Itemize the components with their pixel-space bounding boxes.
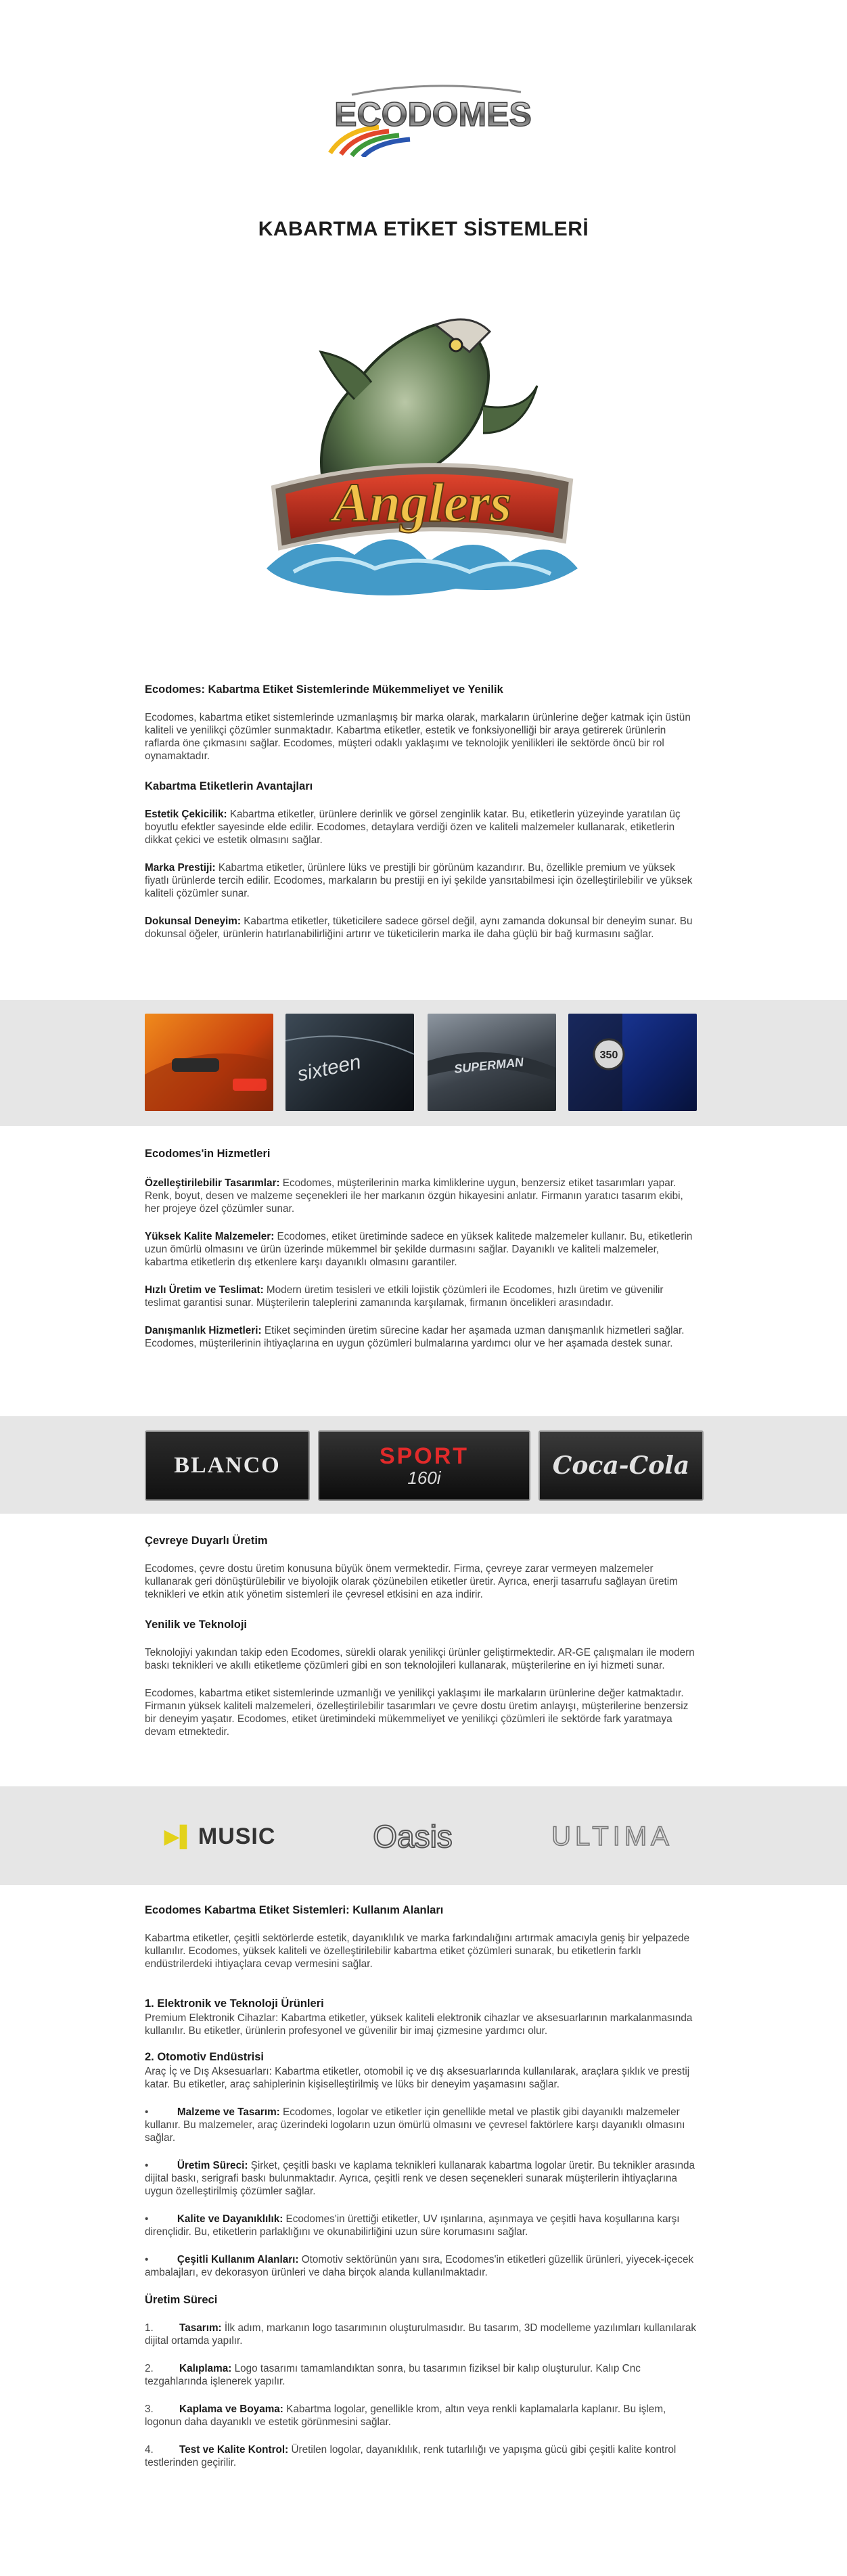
gallery-image-350[interactable] [568, 1014, 697, 1111]
ecodomes-logo[interactable] [318, 83, 548, 157]
electronics-text: Premium Elektronik Cihazlar: Kabartma etiketler, yüksek kaliteli elektronik cihazlar ve aksesuarlarının markalanmasında kullanılır. Bu etiketler, ürünlerin profesyonel ve güvenilir bir imaj çizmesine yardımcı olur. [145, 2012, 693, 2037]
usage-bullet: • Malzeme ve Tasarım: Ecodomes, logolar ve etiketler için genellikle metal ve plastik gibi dayanıklı malzemeler kullanır. Bu malzemeler, araç üzerindeki logoların uzun ömürlü olmasını ve çevresel faktörlere karşı dayanıklı olmasını sağlar. [145, 2106, 685, 2144]
gallery-image-blanco[interactable] [145, 1430, 310, 1501]
gallery-label-sport: SPORT [379, 1443, 470, 1469]
hero-anglers-badge [253, 298, 591, 609]
eco-heading: Çevreye Duyarlı Üretim [145, 1535, 268, 1547]
bullet-icon: • [145, 2254, 177, 2265]
electronics-heading: 1. Elektronik ve Teknoloji Ürünleri [145, 1997, 324, 2010]
gallery-label-oasis: Oasis [373, 1819, 453, 1854]
gallery-image-orange-scooter[interactable] [145, 1014, 273, 1111]
process-heading: Üretim Süreci [145, 2294, 218, 2306]
gallery-image-ultima[interactable] [524, 1803, 701, 1870]
logo-wordmark: ECODOMES [334, 95, 532, 133]
gallery-band-1 [0, 1000, 847, 1126]
usage-bullet: • Üretim Süreci: Şirket, çeşitli baskı ve kaplama teknikleri kullanarak kabartma logolar üretir. Bu teknikler arasında dijital baskı, serigrafi baskı bulunmaktadır. Ayrıca, çeşitli renk ve desen seçenekleri sunarak müşterilerin ihtiyaçlarına uygun özelleştirilmiş çözümler sağlar. [145, 2160, 695, 2197]
service-item: Özelleştirilebilir Tasarımlar: Ecodomes, müşterilerinin marka kimliklerine uygun, benzersiz etiket tasarımları yapar. Renk, boyut, desen ve malzeme seçenekleri ile her markanın özgün hikayesini anlatır. Firmanın yaratıcı tasarım ekibi, her projeye özel çözümler sunar. [145, 1177, 683, 1215]
automotive-heading: 2. Otomotiv Endüstrisi [145, 2051, 265, 2063]
gallery-label-coca-cola: Coca-Cola [552, 1451, 690, 1480]
process-step: 1. Tasarım: İlk adım, markanın logo tasarımının oluşturulmasıdır. Bu tasarım, 3D modelleme yazılımları kullanılarak dijital ortamda yapılır. [145, 2322, 697, 2347]
advantages-heading: Kabartma Etiketlerin Avantajları [145, 780, 313, 792]
gallery-image-superman[interactable] [428, 1014, 556, 1111]
innovation-paragraph-1: Teknolojiyi yakından takip eden Ecodomes, sürekli olarak yenilikçi ürünler geliştirmektedir. AR-GE çalışmaları ile modern baskı teknikleri ve akıllı etiketleme çözümleri gibi en son teknolojileri kullanarak, müşterilerine en iyi hizmeti sunar. [145, 1647, 695, 1671]
bullet-icon: • [145, 2160, 177, 2171]
automotive-text: Araç İç ve Dış Aksesuarları: Kabartma etiketler, otomobil iç ve dış aksesuarlarında kullanılarak, araçlara şıklık ve prestij katar. Bu etiketler, araç sahiplerinin kişiselleştirilmiş ve lüks bir deneyim yaşamasını sağlar. [145, 2066, 690, 2090]
eco-paragraph: Ecodomes, çevre dostu üretim konusuna büyük önem vermektedir. Firma, çevreye zarar vermeyen malzemeler kullanarak geri dönüştürülebilir ve biyolojik olarak çözünebilen etiketler üretir. Ayrıca, enerji tasarrufu sağlayan üretim teknikleri ve etkin atık yönetim sistemleri ile çevresel etkisini en aza indirir. [145, 1563, 678, 1600]
page-title: KABARTMA ETİKET SİSTEMLERİ [258, 218, 589, 240]
services-heading: Ecodomes'in Hizmetleri [145, 1148, 271, 1160]
advantage-item: Marka Prestiji: Kabartma etiketler, ürünlere lüks ve prestijli bir görünüm kazandırır. Bu, özellikle premium ve yüksek fiyatlı ürünlerde tercih edilir. Ecodomes, markaların bu prestiji en iyi şekilde yansıtabilmesi için özelleştirilebilir ve yüksek kaliteli çözümler sunar. [145, 862, 693, 899]
gallery-label-superman: SUPERMAN [453, 1055, 524, 1076]
gallery-image-music[interactable] [145, 1803, 295, 1870]
gallery-label-blanco: BLANCO [174, 1453, 281, 1478]
advantage-item: Dokunsal Deneyim: Kabartma etiketler, tüketicilere sadece görsel değil, aynı zamanda dokunsal bir deneyim sunar. Bu dokunsal öğeler, ürünlerin hatırlanabilirliğini artırır ve tüketicilerin marka ile daha güçlü bir bağ kurmasını sağlar. [145, 916, 693, 940]
gallery-label-ultima: ULTIMA [551, 1821, 673, 1851]
usage-heading: Ecodomes Kabartma Etiket Sistemleri: Kullanım Alanları [145, 1904, 444, 1916]
process-step: 3. Kaplama ve Boyama: Kabartma logolar, genellikle krom, altın veya renkli kaplamalarla kaplanır. Bu işlem, logonun daha dayanıklı ve estetik görünmesini sağlar. [145, 2403, 666, 2428]
services-section [145, 1148, 701, 1350]
gallery-label-160i: 160i [407, 1468, 441, 1488]
service-item: Yüksek Kalite Malzemeler: Ecodomes, etiket üretiminde sadece en yüksek kalitede malzemeler kullanır. Bu, etiketlerin uzun ömürlü olmasını ve ürün üzerinde mükemmel bir şekilde durmasını sağlar. Dayanıklı ve kaliteli malzemeler, kabartma etiketlerin dış etkenlere karşı dayanıklı olmasını garantiler. [145, 1231, 693, 1268]
process-step: 4. Test ve Kalite Kontrol: Üretilen logolar, dayanıklılık, renk tutarlılığı ve yapışma gücü gibi çeşitli kalite kontrol testlerinden geçirilir. [145, 2444, 677, 2468]
bullet-icon: • [145, 2213, 177, 2225]
hero-badge-text: Anglers [332, 472, 512, 533]
innovation-heading: Yenilik ve Teknoloji [145, 1619, 247, 1631]
usage-bullet: • Kalite ve Dayanıklılık: Ecodomes'in ürettiği etiketler, UV ışınlarına, aşınmaya ve çeşitli hava koşullarına karşı dirençlidir. Bu, etiketlerin parlaklığını ve okunabilirliğini uzun süre korumasını sağlar. [145, 2213, 680, 2238]
usage-paragraph: Kabartma etiketler, çeşitli sektörlerde estetik, dayanıklılık ve marka farkındalığını artırmak amacıyla geniş bir yelpazede kullanılır. Ecodomes, yüksek kaliteli ve özelleştirilebilir kabartma etiket çözümleri sunarak, bu etiketlerin farklı endüstrilerdeki ihtiyaçlara cevap vermesini sağlar. [145, 1933, 690, 1970]
gallery-image-sport[interactable] [318, 1430, 530, 1501]
service-item: Danışmanlık Hizmetleri: Etiket seçiminden üretim sürecine kadar her aşamada uzman danışmanlık hizmetleri sağlar. Ecodomes, müşterilerinin ihtiyaçlarına en uygun çözümleri bulmalarına yardımcı olur ve her aşamada destek sunar. [145, 1325, 685, 1349]
gallery-label-sixteen: sixteen [295, 1050, 363, 1086]
gallery-image-sixteen[interactable] [285, 1014, 414, 1111]
play-pause-icon: ▶▌ [164, 1825, 194, 1848]
eco-section [145, 1535, 701, 1738]
intro-section [145, 683, 701, 941]
intro-heading: Ecodomes: Kabartma Etiket Sistemlerinde Mükemmeliyet ve Yenilik [145, 683, 503, 696]
service-item: Hızlı Üretim ve Teslimat: Modern üretim tesisleri ve etkili lojistik çözümleri ile Ecodomes, hızlı üretim ve güvenilir teslimat garantisi sunar. Müşterilerin taleplerini zamanında karşılamak, firmanın öncelikleri arasındadır. [145, 1284, 664, 1309]
gallery-label-music: MUSIC [198, 1823, 276, 1849]
advantage-item: Estetik Çekicilik: Kabartma etiketler, ürünlere derinlik ve görsel zenginlik katar. Bu, etiketlerin yüzeyinde yaratılan üç boyutlu efektler sayesinde elde edilir. Ecodomes, detaylara verdiği özen ve kaliteli malzemeler kullanarak, etiketlerin dikkat çekici ve estetik olmasını sağlar. [145, 809, 681, 846]
intro-paragraph: Ecodomes, kabartma etiket sistemlerinde uzmanlaşmış bir marka olarak, markaların ürünlerine değer katmak için üstün kaliteli ve yenilikçi çözümler sunmaktadır. Kabartma etiketler, estetik ve fonksiyonelliği bir araya getirerek ürünlerin raflarda öne çıkmasını sağlar. Ecodomes, müşteri odaklı yaklaşımı ve teknolojik yenilikleri ile sektörde öncü bir rol oynamaktadır. [145, 712, 691, 762]
usage-bullet: • Çeşitli Kullanım Alanları: Otomotiv sektörünün yanı sıra, Ecodomes'in etiketleri güzellik ürünleri, yiyecek-içecek ambalajları, ev dekorasyon ürünleri ve daha birçok alanda kullanılmaktadır. [145, 2254, 694, 2278]
gallery-image-coca-cola[interactable] [539, 1430, 704, 1501]
usage-section [145, 1904, 701, 2469]
bullet-icon: • [145, 2106, 177, 2118]
process-step: 2. Kalıplama: Logo tasarımı tamamlandıktan sonra, bu tasarımın fiziksel bir kalıp oluşturulur. Kalıp Cnc tezgahlarında işlenerek yapılır. [145, 2363, 641, 2387]
gallery-label-350: 350 [599, 1049, 618, 1061]
innovation-paragraph-2: Ecodomes, kabartma etiket sistemlerinde uzmanlığı ve yenilikçi yaklaşımı ile markaların ürünlerine değer katmaktadır. Firmanın yüksek kaliteli malzemeleri, özelleştirilebilir tasarımları ve çevre dostu üretim anlayışı, müşterilerine benzersiz bir deneyim yaşatır. Ecodomes, etiket üretimindeki mükemmeliyet ve yenilikçi çözümleri ile sektörde fark yaratmaya devam etmektedir. [145, 1688, 689, 1738]
gallery-image-oasis[interactable] [345, 1803, 480, 1870]
